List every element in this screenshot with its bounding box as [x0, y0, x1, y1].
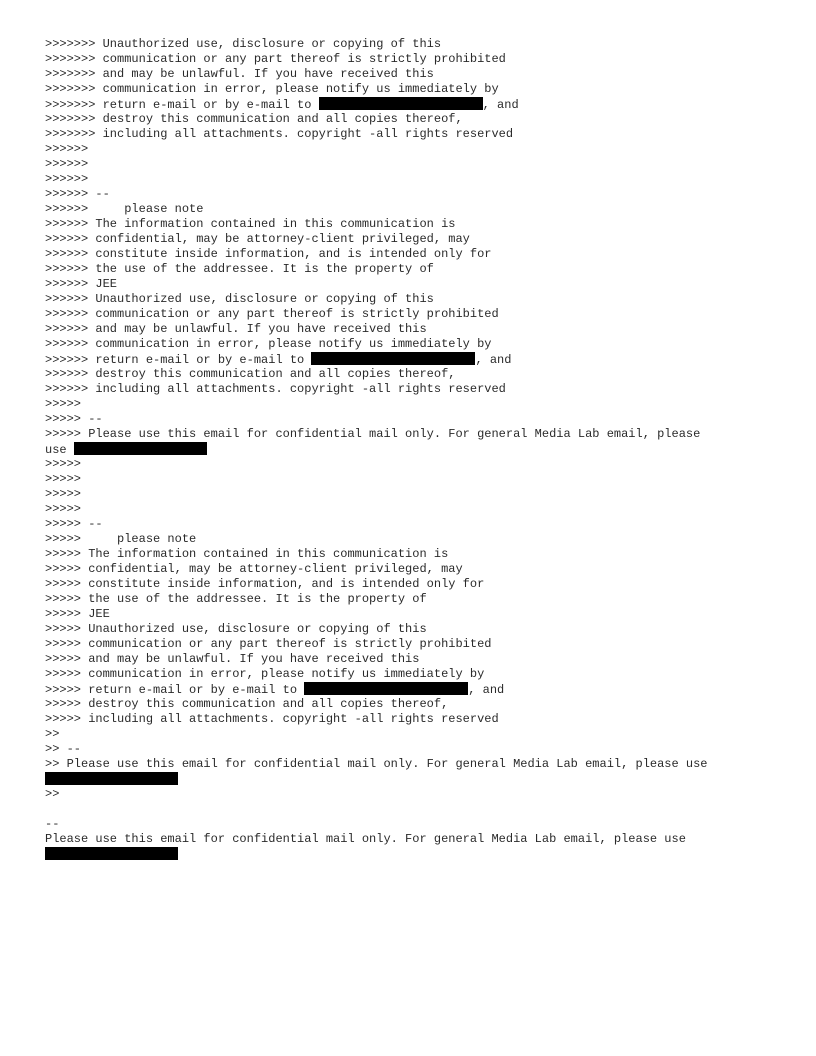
text-line: >>	[45, 727, 60, 741]
text-line: >>>>>>> and may be unlawful. If you have received this	[45, 67, 434, 81]
text-line: >>>>>>	[45, 142, 89, 156]
text-line: >>>>>	[45, 457, 82, 471]
text-line: >>>>>> The information contained in this communication is	[45, 217, 456, 231]
line-suffix: , and	[482, 98, 519, 112]
text-line: >>>>> please note	[45, 532, 197, 546]
text-line: >>>>>>> destroy this communication and all copies thereof,	[45, 112, 463, 126]
text-line: >>>>>>> including all attachments. copyright -all rights reserved	[45, 127, 514, 141]
text-line	[45, 682, 785, 697]
signature-separator: --	[45, 817, 60, 831]
text-line: >>>>> --	[45, 517, 103, 531]
text-line: >>>>> Unauthorized use, disclosure or copying of this	[45, 622, 427, 636]
text-line: >>>>>	[45, 502, 82, 516]
text-line: >>>>>> JEE	[45, 277, 118, 291]
text-line: >>>>> and may be unlawful. If you have received this	[45, 652, 420, 666]
text-line: >>>>> confidential, may be attorney-client privileged, may	[45, 562, 463, 576]
line-suffix: , and	[475, 353, 512, 367]
text-line: >>>>> the use of the addressee. It is the property of	[45, 592, 427, 606]
text-line: >>>>> including all attachments. copyright -all rights reserved	[45, 712, 499, 726]
line-suffix: , and	[468, 683, 505, 697]
redaction-bar	[45, 772, 178, 785]
text-line: >>>>>	[45, 397, 82, 411]
line-prefix: >>>>>>> return e-mail or by e-mail to	[45, 98, 319, 112]
text-line: >>>>>> destroy this communication and all copies thereof,	[45, 367, 456, 381]
text-line	[45, 847, 785, 862]
text-line: >>>>>>	[45, 157, 89, 171]
redaction-bar	[311, 352, 475, 365]
text-line: >>>>> communication in error, please notify us immediately by	[45, 667, 485, 681]
text-line: >>>>> JEE	[45, 607, 110, 621]
text-line	[45, 352, 785, 367]
email-body	[45, 37, 785, 862]
redaction-bar	[304, 682, 468, 695]
text-line	[45, 97, 785, 112]
line-prefix: >>>>>> return e-mail or by e-mail to	[45, 353, 312, 367]
text-line: >> --	[45, 742, 82, 756]
redaction-bar	[74, 442, 207, 455]
text-line: >>>>>> communication in error, please notify us immediately by	[45, 337, 492, 351]
text-line: >> Please use this email for confidential mail only. For general Media Lab email, please use	[45, 757, 708, 771]
text-line	[45, 772, 785, 787]
redaction-bar	[45, 847, 178, 860]
text-line: >>>>> communication or any part thereof is strictly prohibited	[45, 637, 492, 651]
text-line: >>>>>> Unauthorized use, disclosure or copying of this	[45, 292, 434, 306]
text-line: >>>>> The information contained in this communication is	[45, 547, 449, 561]
text-line: >>>>>> constitute inside information, and is intended only for	[45, 247, 492, 261]
text-line: >>>>>> including all attachments. copyright -all rights reserved	[45, 382, 506, 396]
text-line: >>>>> constitute inside information, and is intended only for	[45, 577, 485, 591]
line-prefix: >>>>> return e-mail or by e-mail to	[45, 683, 305, 697]
text-line: >>>>>>	[45, 172, 89, 186]
line-prefix: use	[45, 443, 74, 457]
text-line: >>>>>> communication or any part thereof is strictly prohibited	[45, 307, 499, 321]
text-line: >>>>>>> communication in error, please notify us immediately by	[45, 82, 499, 96]
text-line: >>>>> --	[45, 412, 103, 426]
redaction-bar	[319, 97, 483, 110]
text-line: >>	[45, 787, 60, 801]
text-line	[45, 442, 785, 457]
blank-line	[45, 802, 785, 817]
text-line: >>>>>> --	[45, 187, 110, 201]
text-line: >>>>>>> communication or any part thereof is strictly prohibited	[45, 52, 506, 66]
text-line: >>>>>> the use of the addressee. It is the property of	[45, 262, 434, 276]
text-line: >>>>> destroy this communication and all copies thereof,	[45, 697, 449, 711]
text-line: >>>>>	[45, 472, 82, 486]
text-line: >>>>> Please use this email for confidential mail only. For general Media Lab email, please	[45, 427, 701, 441]
text-line: >>>>>> and may be unlawful. If you have received this	[45, 322, 427, 336]
text-line: >>>>>>> Unauthorized use, disclosure or copying of this	[45, 37, 442, 51]
footer-text: Please use this email for confidential mail only. For general Media Lab email, please use	[45, 832, 686, 846]
text-line: >>>>>> confidential, may be attorney-client privileged, may	[45, 232, 470, 246]
text-line: >>>>>> please note	[45, 202, 204, 216]
text-line: >>>>>	[45, 487, 82, 501]
